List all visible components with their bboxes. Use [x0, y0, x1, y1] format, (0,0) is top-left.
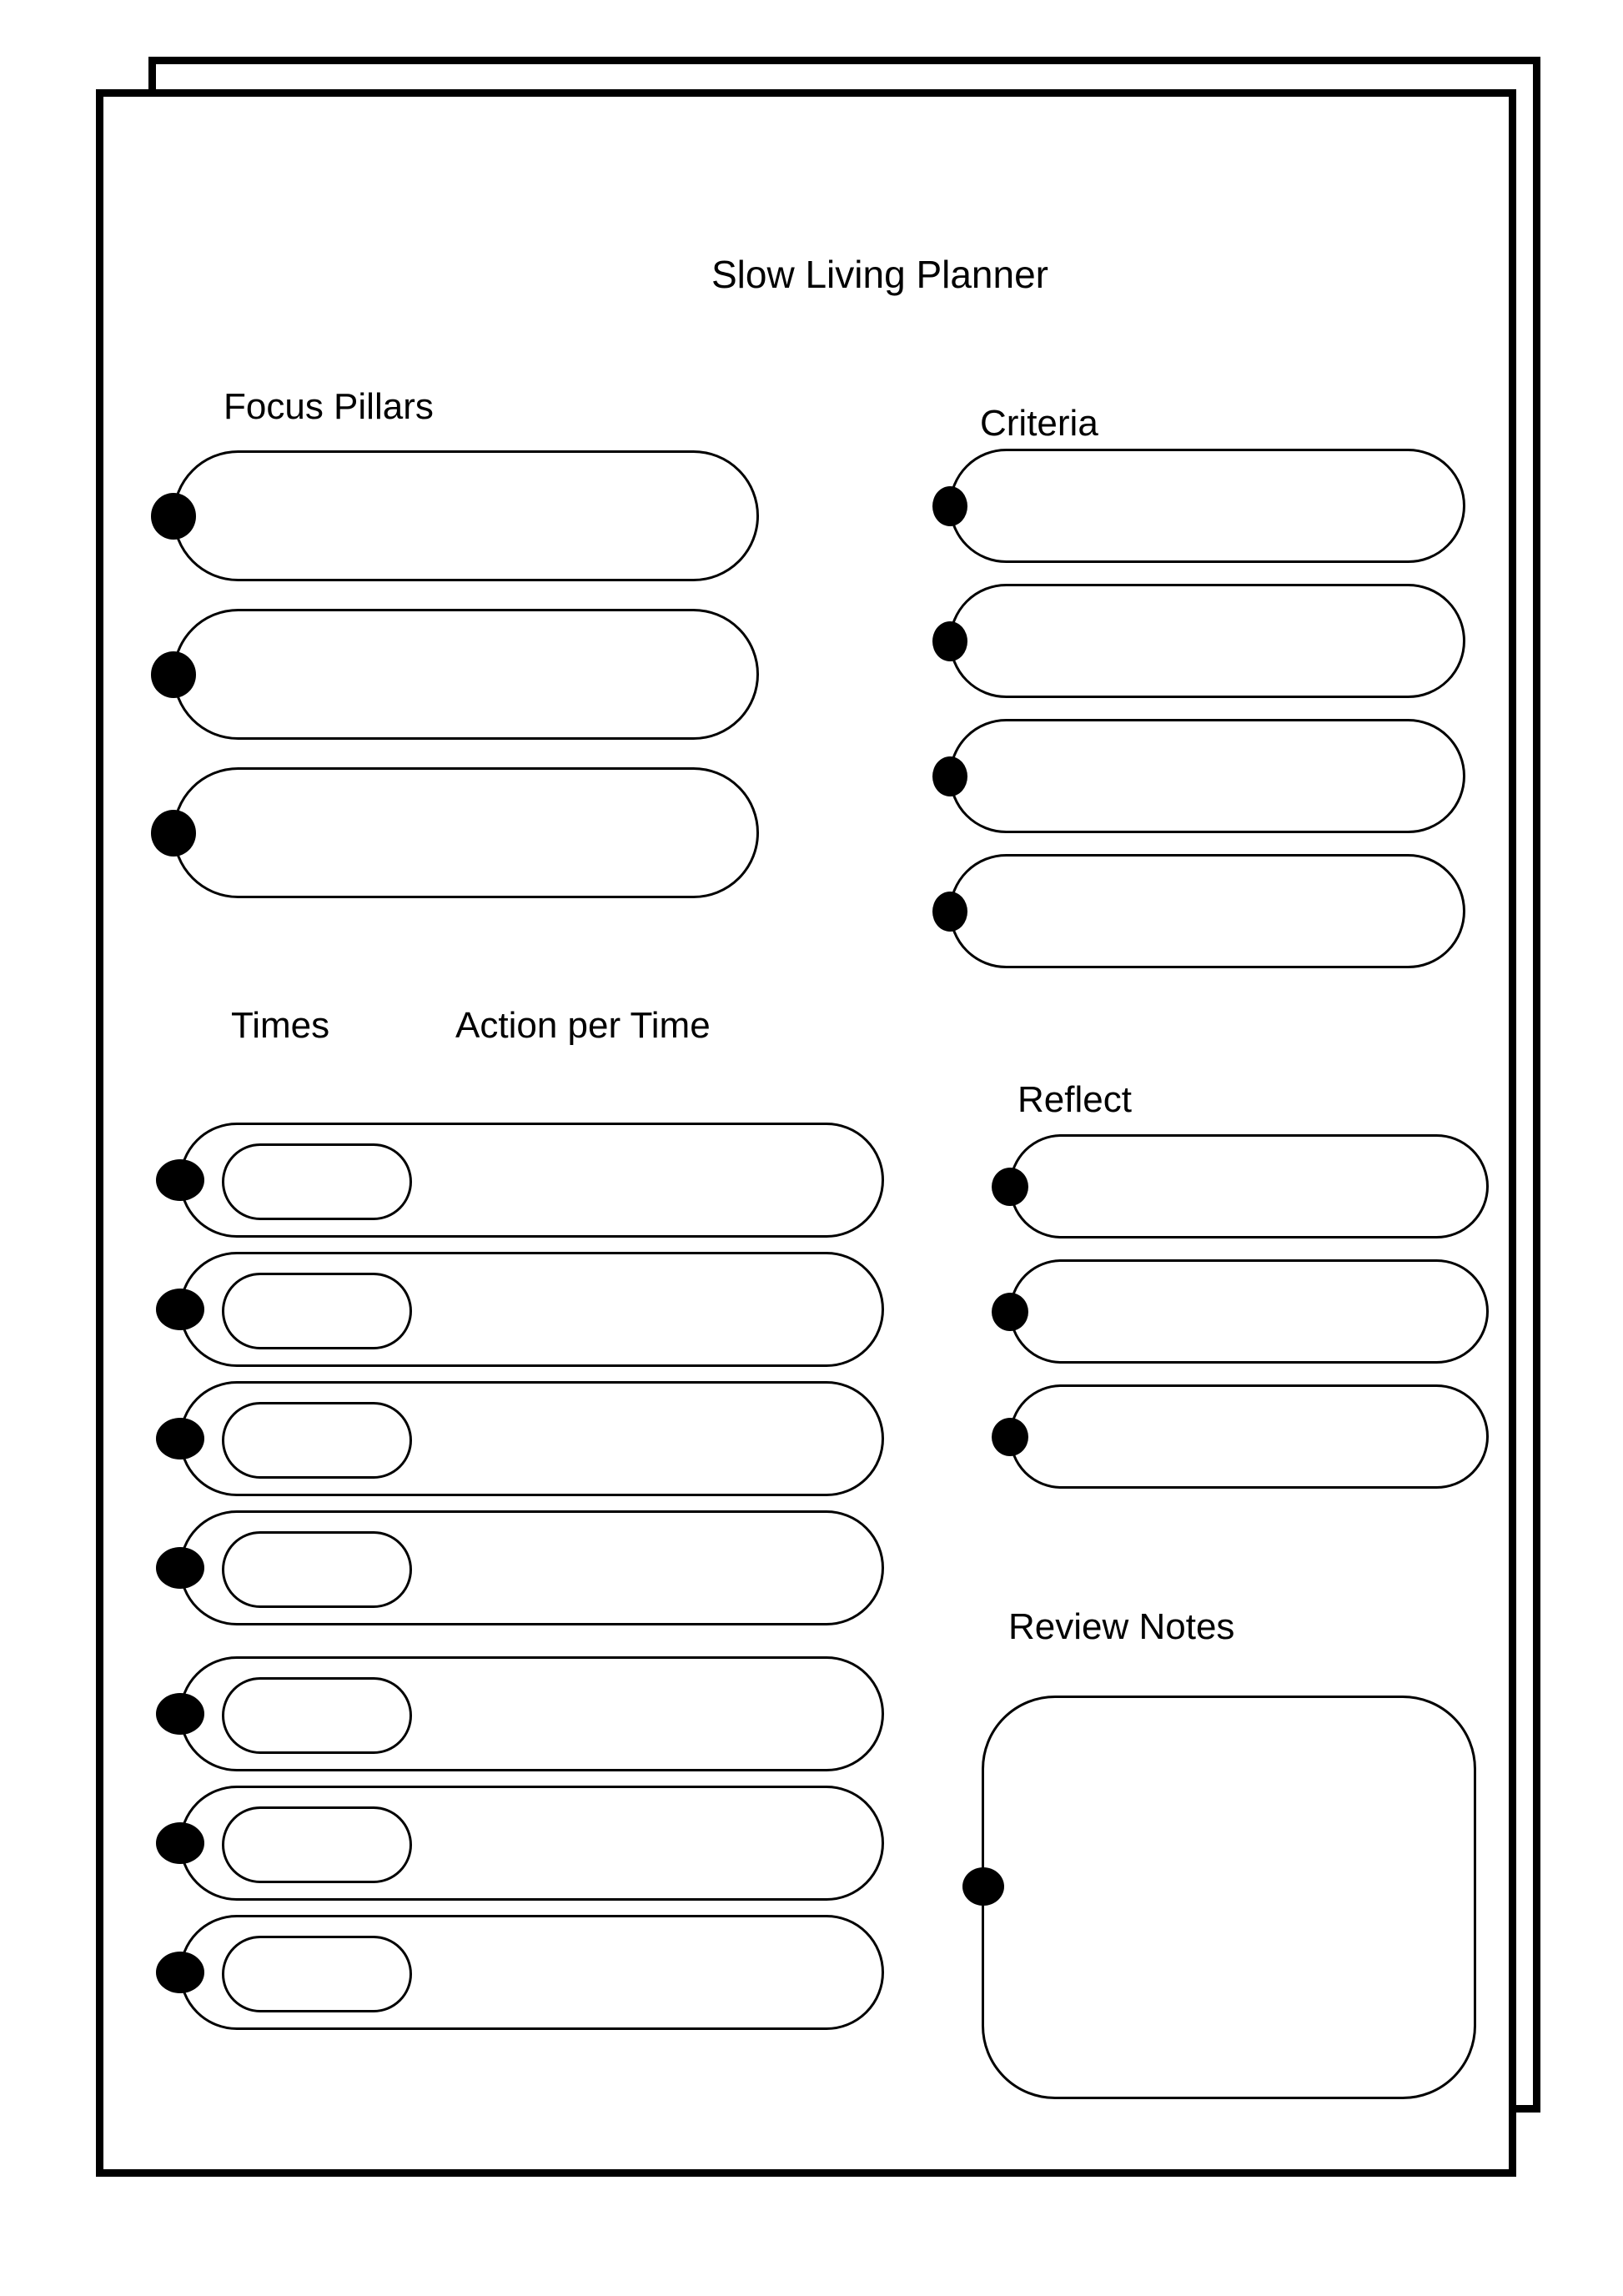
bullet-dot-icon	[156, 1822, 204, 1864]
bullet-dot-icon	[156, 1289, 204, 1330]
bullet-dot-icon	[932, 892, 967, 932]
action-per-time-field[interactable]	[179, 1915, 884, 2030]
action-per-time-field[interactable]	[179, 1252, 884, 1367]
column-label-times: Times	[231, 1005, 330, 1046]
front-page-sheet	[96, 89, 1516, 2177]
bullet-dot-icon	[932, 756, 967, 796]
page-title: Slow Living Planner	[711, 253, 1049, 296]
action-per-time-field[interactable]	[179, 1381, 884, 1496]
column-label-action-per-time: Action per Time	[455, 1005, 711, 1046]
bullet-dot-icon	[151, 810, 196, 857]
bullet-dot-icon	[992, 1293, 1028, 1331]
bullet-dot-icon	[992, 1418, 1028, 1456]
reflect-field[interactable]	[1009, 1134, 1489, 1238]
criteria-field[interactable]	[949, 719, 1465, 833]
focus-pillars-list	[173, 450, 759, 926]
review-notes-box[interactable]	[982, 1696, 1476, 2099]
focus-pillar-field[interactable]	[173, 767, 759, 898]
time-field[interactable]	[222, 1402, 412, 1479]
bullet-dot-icon	[962, 1867, 1004, 1906]
time-field[interactable]	[222, 1143, 412, 1220]
reflect-list	[1009, 1134, 1489, 1510]
action-per-time-field[interactable]	[179, 1656, 884, 1771]
bullet-dot-icon	[156, 1159, 204, 1201]
criteria-list	[949, 449, 1465, 989]
criteria-field[interactable]	[949, 854, 1465, 968]
time-field[interactable]	[222, 1531, 412, 1608]
bullet-dot-icon	[992, 1168, 1028, 1206]
section-label-reflect: Reflect	[1018, 1079, 1132, 1120]
section-label-criteria: Criteria	[980, 403, 1098, 444]
bullet-dot-icon	[156, 1693, 204, 1735]
section-label-focus-pillars: Focus Pillars	[224, 386, 434, 427]
bullet-dot-icon	[156, 1952, 204, 1993]
bullet-dot-icon	[151, 493, 196, 540]
bullet-dot-icon	[156, 1418, 204, 1459]
time-field[interactable]	[222, 1273, 412, 1349]
time-field[interactable]	[222, 1677, 412, 1754]
focus-pillar-field[interactable]	[173, 609, 759, 740]
section-label-review-notes: Review Notes	[1008, 1606, 1235, 1647]
reflect-field[interactable]	[1009, 1259, 1489, 1364]
action-per-time-field[interactable]	[179, 1786, 884, 1901]
reflect-field[interactable]	[1009, 1384, 1489, 1489]
action-per-time-field[interactable]	[179, 1510, 884, 1625]
bullet-dot-icon	[932, 486, 967, 526]
bullet-dot-icon	[156, 1547, 204, 1589]
focus-pillar-field[interactable]	[173, 450, 759, 581]
schedule-list	[179, 1123, 884, 2030]
criteria-field[interactable]	[949, 584, 1465, 698]
bullet-dot-icon	[932, 621, 967, 661]
time-field[interactable]	[222, 1806, 412, 1883]
time-field[interactable]	[222, 1936, 412, 2012]
bullet-dot-icon	[151, 651, 196, 698]
criteria-field[interactable]	[949, 449, 1465, 563]
action-per-time-field[interactable]	[179, 1123, 884, 1238]
